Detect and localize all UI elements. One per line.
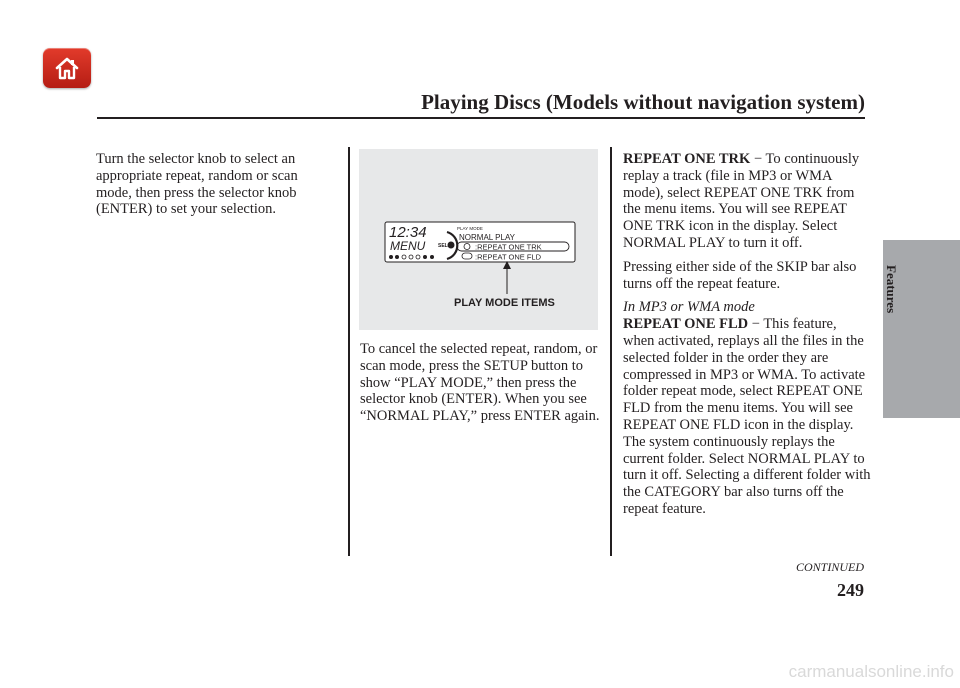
- site-watermark: carmanualsonline.info: [788, 662, 954, 681]
- column-divider-left: [348, 147, 350, 556]
- column-3: [623, 151, 871, 525]
- display-item-repeat-one-trk: :REPEAT ONE TRK: [475, 242, 542, 252]
- repeat-one-trk-text: − To continuously replay a track (file in MP3 or WMA mode), select REPEAT ONE TRK from the menu items. You will see REPEAT ONE TRK icon in the display. Select NORMAL PLAY to turn it off.: [623, 151, 860, 251]
- display-item-normal-play: NORMAL PLAY: [459, 233, 516, 242]
- page-title: Playing Discs (Models without navigation system): [421, 90, 865, 114]
- display-clock: 12:34: [389, 224, 427, 241]
- home-button[interactable]: [43, 48, 91, 88]
- repeat-one-fld-paragraph: [623, 316, 871, 518]
- skip-bar-paragraph: Pressing either side of the SKIP bar also turns off the repeat feature.: [623, 258, 857, 292]
- repeat-one-trk-term: REPEAT ONE TRK: [623, 151, 751, 167]
- figure-caption: PLAY MODE ITEMS: [454, 297, 555, 309]
- repeat-one-fld-term: REPEAT ONE FLD: [623, 316, 749, 333]
- column-1-text: Turn the selector knob to select an appropriate repeat, random or scan mode, then press the selector knob (ENTER) to set your selection.: [96, 151, 298, 218]
- display-item-repeat-one-fld: :REPEAT ONE FLD: [475, 252, 541, 262]
- repeat-one-fld-text: − This feature, when activated, replays all the files in the selected folder in the order they are compressed in MP3 or WMA. To activate folder repeat mode, select REPEAT ONE FLD from the menu items. You will see REPEAT ONE FLD icon in the display. The system continuously replays the current folder. Select NORMAL PLAY to turn it off. Selecting a different folder with the CATEGORY bar also turns off the repeat feature.: [623, 316, 871, 517]
- column-divider-right: [610, 147, 612, 556]
- section-tab-label: Features: [884, 265, 899, 314]
- display-sel: SEL: [438, 243, 448, 249]
- column-2-text: To cancel the selected repeat, random, or scan mode, press the SETUP button to show “PLAY MODE,” then press the selector knob (ENTER). When you see “NORMAL PLAY,” press ENTER again.: [360, 341, 600, 425]
- home-icon: [54, 55, 80, 81]
- repeat-one-trk-paragraph: [623, 151, 871, 252]
- title-rule: [97, 117, 865, 119]
- continued-label: CONTINUED: [795, 560, 864, 574]
- mp3-wma-subheading: In MP3 or WMA mode: [623, 299, 755, 316]
- display-menu: MENU: [390, 239, 426, 253]
- page-number: 249: [837, 580, 864, 600]
- selector-knob-icon: [448, 242, 455, 249]
- display-play-mode-header: PLAY MODE: [457, 226, 483, 231]
